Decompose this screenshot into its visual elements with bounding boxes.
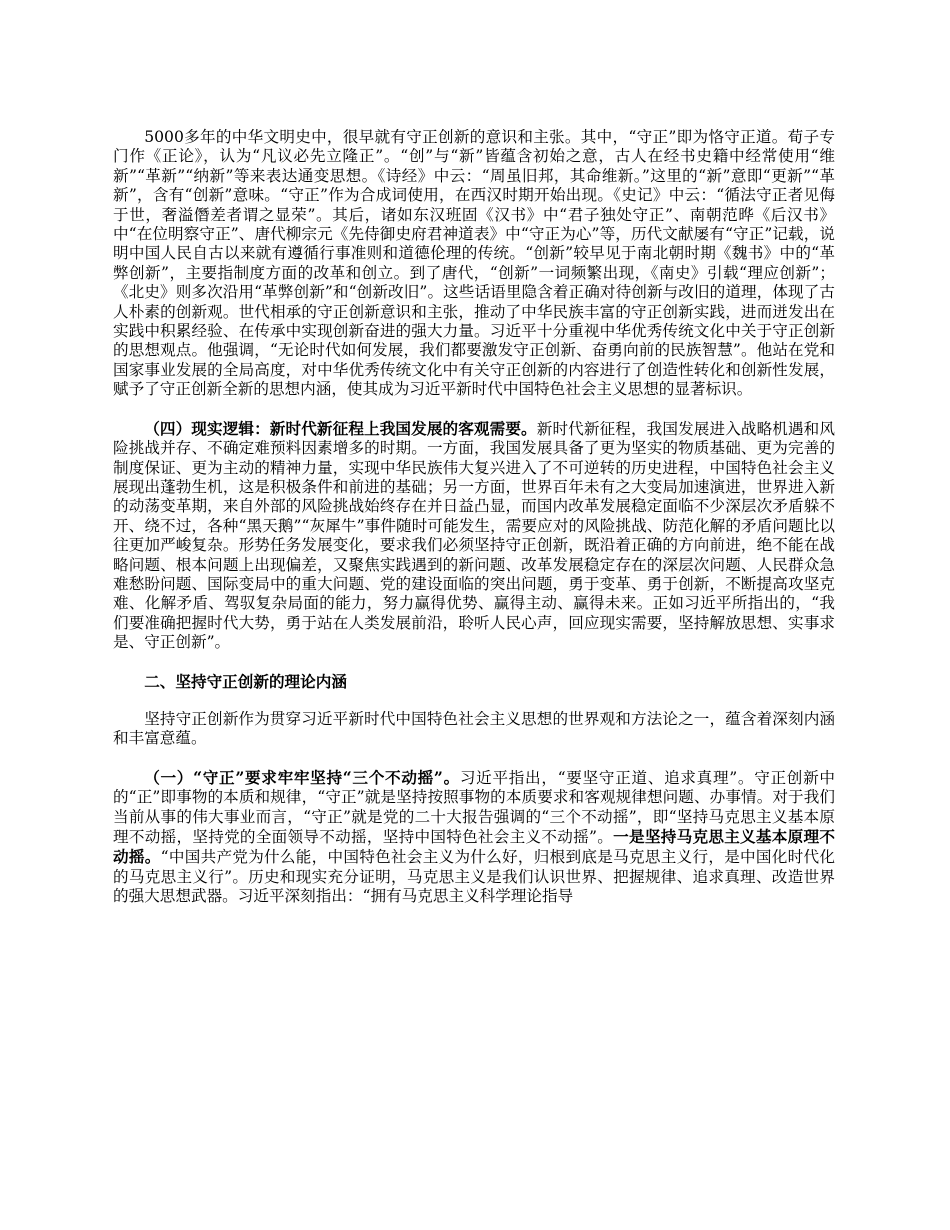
paragraph-spacer: [113, 749, 835, 768]
section-heading: [113, 672, 835, 691]
section-subheading: （一）“守正”要求牢牢坚持“三个不动摇”。: [144, 767, 460, 787]
paragraph-text: “中国共产党为什么能，中国特色社会主义为什么好，归根到底是马克思主义行，是中国化时代化的马克思主义行”。历史和现实充分证明，马克思主义是我们认识世界、把握规律、追求真理、改造世界的强大思想武器。习近平深刻指出：“拥有马克思主义科学理论指导: [113, 848, 835, 906]
paragraph-theory-intro: [113, 710, 835, 749]
paragraph-spacer: [113, 400, 835, 419]
paragraph-text: 坚持守正创新作为贯穿习近平新时代中国特色社会主义思想的世界观和方法论之一，蕴含着深刻内涵和丰富意蕴。: [113, 709, 835, 748]
paragraph-text: 新时代新征程，我国发展进入战略机遇和风险挑战并存、不确定难预料因素增多的时期。一方面，我国发展具备了更为坚实的物质基础、更为完善的制度保证、更为主动的精神力量，实现中华民族伟大复兴进入了不可逆转的历史进程，中国特色社会主义展现出蓬勃生机，这是积极条件和前进的基础；另一方面，世界百年未有之大变局加速演进，世界进入新的动荡变革期，来自外部的风险挑战始终存在并日益凸显，而国内改革发展稳定面临不少深层次矛盾躲不开、绕不过，各种“黑天鹅”“灰犀牛”事件随时可能发生，需要应对的风险挑战、防范化解的矛盾问题比以往更加严峻复杂。形势任务发展变化，要求我们必须坚持守正创新，既沿着正确的方向前进，绝不能在战略问题、根本问题上出现偏差，又聚焦实践遇到的新问题、改革发展稳定存在的深层次问题、人民群众急难愁盼问题、国际变局中的重大问题、党的建设面临的突出问题，勇于变革、勇于创新，不断提高攻坚克难、化解矛盾、驾驭复杂局面的能力，努力赢得优势、赢得主动、赢得未来。正如习近平所指出的，“我们要准确把握时代大势，勇于站在人类发展前沿，聆听人民心声，回应现实需要，坚持解放思想、实事求是、守正创新”。: [113, 419, 835, 652]
paragraph-shouzheng: [113, 768, 835, 907]
paragraph-history-origins: [113, 128, 835, 400]
paragraph-spacer: [113, 691, 835, 710]
paragraph-practical-logic: [113, 419, 835, 653]
emphasis-text: 一是坚持马克思主义基本原理不动摇。: [113, 827, 835, 867]
document-page: [113, 128, 835, 907]
section-subheading: （四）现实逻辑：新时代新征程上我国发展的客观需要。: [144, 418, 537, 438]
paragraph-text: 习近平指出，“要坚守正道、追求真理”。守正创新中的“正”即事物的本质和规律，“守正”就是坚持按照事物的本质要求和客观规律想问题、办事情。对于我们当前从事的伟大事业而言，“守正”就是党的二十大报告强调的“三个不动摇”，即“坚持马克思主义基本原理不动摇，坚持党的全面领导不动摇，坚持中国特色社会主义不动摇”。: [113, 768, 835, 846]
paragraph-text: 5000多年的中华文明史中，很早就有守正创新的意识和主张。其中，“守正”即为恪守正道。荀子专门作《正论》，认为“凡议必先立隆正”。“创”与“新”皆蕴含初始之意，古人在经书史籍中经常使用“维新”“革新”“纳新”等来表达通变思想。《诗经》中云：“周虽旧邦，其命维新。”这里的“新”意即“更新”“革新”，含有“创新”意味。“守正”作为合成词使用，在西汉时期开始出现。《史记》中云：“循法守正者见侮于世，奢溢僭差者谓之显荣”。其后，诸如东汉班固《汉书》中“君子独处守正”、南朝范晔《后汉书》中“在位明察守正”、唐代柳宗元《先侍御史府君神道表》中“守正为心”等，历代文献屡有“守正”记载，说明中国人民自古以来就有遵循行事准则和道德伦理的传统。“创新”较早见于南北朝时期《魏书》中的“革弊创新”，主要指制度方面的改革和创立。到了唐代，“创新”一词频繁出现，《南史》引载“理应创新”；《北史》则多次沿用“革弊创新”和“创新改旧”。这些话语里隐含着正确对待创新与改旧的道理，体现了古人朴素的创新观。世代相承的守正创新意识和主张，推动了中华民族丰富的守正创新实践，进而迸发出在实践中积累经验、在传承中实现创新奋进的强大力量。习近平十分重视中华优秀传统文化中关于守正创新的思想观点。他强调，“无论时代如何发展，我们都要激发守正创新、奋勇向前的民族智慧”。他站在党和国家事业发展的全局高度，对中华优秀传统文化中有关守正创新的内容进行了创造性转化和创新性发展，赋予了守正创新全新的思想内涵，使其成为习近平新时代中国特色社会主义思想的显著标识。: [113, 128, 835, 399]
paragraph-spacer: [113, 653, 835, 672]
section-heading-text: 二、坚持守正创新的理论内涵: [144, 671, 347, 691]
